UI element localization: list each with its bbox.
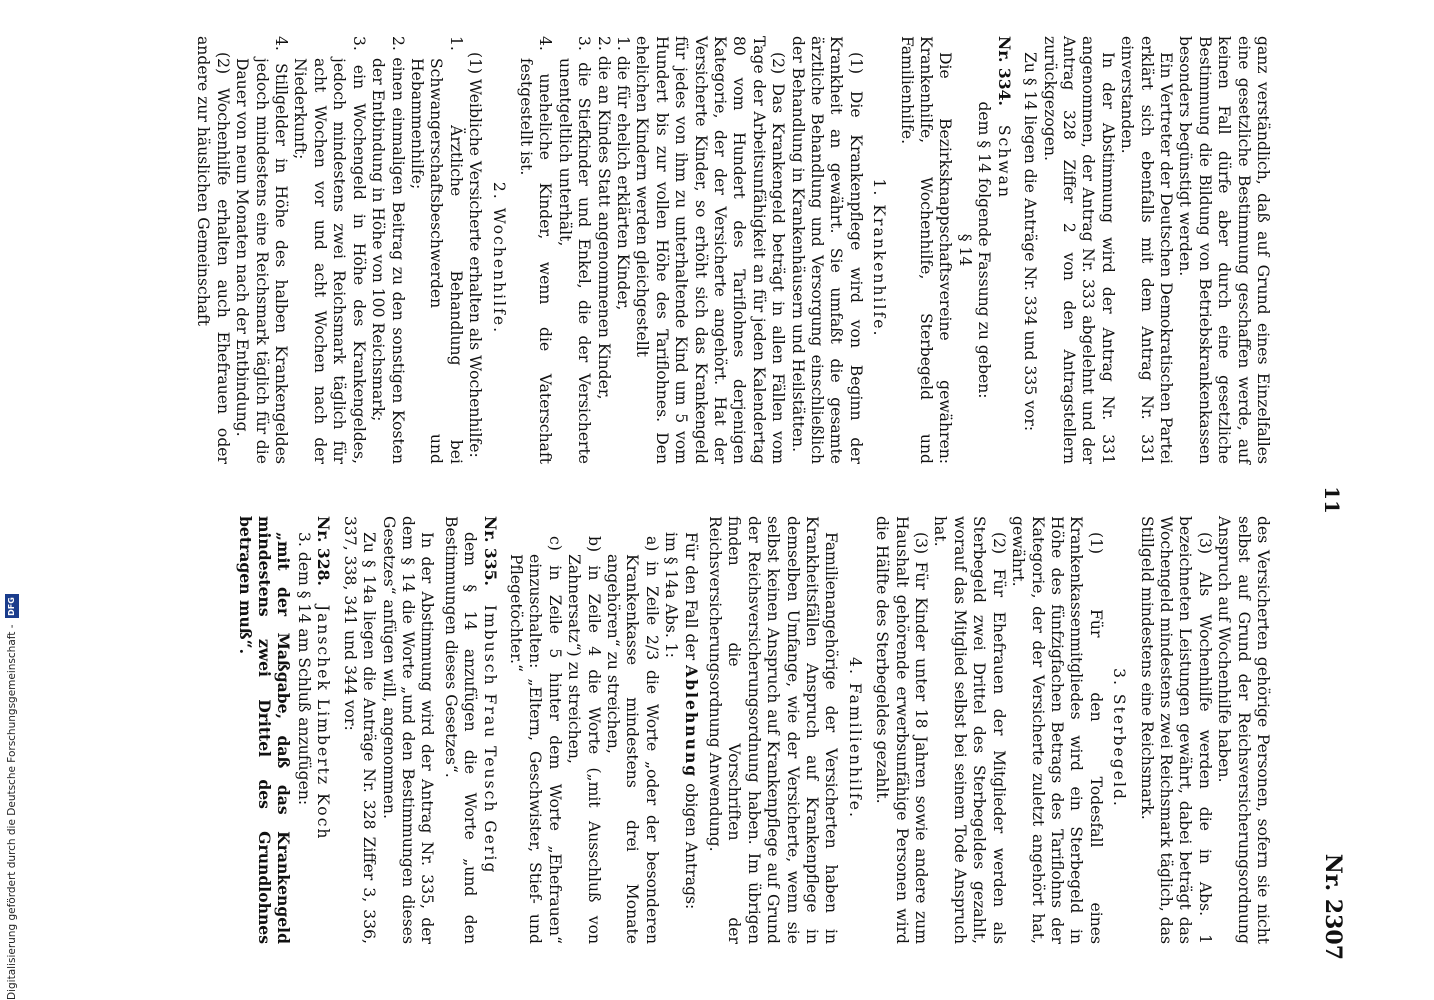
motion-number: Nr. 334.	[994, 36, 1014, 106]
paragraph: „mit der Maßgabe, daß das Krankengeld mindestens zwei Drittel des Grundlohnes betragen muß“.	[235, 516, 294, 944]
subheading: 4. Familienhilfe.	[845, 657, 864, 819]
paragraph: (1) Für den Todesfall eines Krankenkassenmitgliedes wird ein Sterbegeld in Höhe des fünfzigfachen Betrags des Tariflohns der Kategorie, der der Versicherte zuletzt angehört hat, gewährt.	[1009, 516, 1105, 944]
motion-intro: dem § 14 folgende Fassung zu geben:	[975, 101, 994, 399]
paragraph: Ein Vertreter der Deutschen Demokratischen Partei erklärt sich ebenfalls mit dem Antrag Nr. 331 einverstanden.	[1118, 36, 1175, 464]
motion-number: Nr. 335.	[480, 516, 500, 586]
dfg-logo-icon: DFG	[5, 594, 19, 618]
paragraph: ganz verständlich, daß auf Grund eines Einzelfalles eine gesetzliche Bestimmung geschaffen werde, auf keinen Fall dürfe aber durch eine gesetzliche Bestimmung die Bildung von Betriebskrankenkassen besonders begünstigt werden.	[1176, 36, 1272, 464]
list-item: 3. die Stiefkinder und Enkel, die der Versicherte unentgeltlich unterhält,	[555, 36, 594, 464]
list-item: 2. die an Kindes Statt angenommenen Kinder,	[594, 36, 613, 400]
motion-signatories: Imbusch Frau Teusch Gerig	[480, 604, 499, 875]
digitization-credit	[4, 0, 20, 1000]
paragraph: (3) Als Wochenhilfe werden die in Abs. 1 bezeichneten Leistungen gewährt, dabei beträgt das Wochengeld mindestens zwei Reichsmark täglich, das Stillgeld mindestens eine Reichsmark.	[1137, 516, 1214, 944]
list-item: 4. Stillgelder in Höhe des halben Krankengeldes jedoch mindestens eine Reichsmark täglich für die Dauer von neun Monaten nach der Entbindung.	[233, 36, 291, 464]
motion-334	[993, 36, 1013, 464]
text-fragment: obigen Antrags:	[681, 783, 700, 910]
list-item: b) in Zeile 4 die Worte („mit Ausschluß von Zahnersatz“) zu streichen,	[565, 536, 603, 944]
subheading: 3. Sterbegeld.	[1110, 668, 1129, 808]
paragraph: Familienangehörige der Versicherten haben in Krankheitsfällen Anspruch auf Krankenpflege in demselben Umfange, wie der Versicherte, wenn sie selbst keinen Anspruch auf Krankenpflege auf Grund der Reichsversicherungsordnung haben. Im übrigen finden die Vorschriften der Reichsversicherungsordnung Anwendung.	[706, 516, 841, 944]
paragraph	[680, 516, 700, 944]
motion-number: Nr. 328.	[314, 516, 334, 586]
motion-328	[313, 516, 333, 944]
list-item: a) in Zeile 2/3 die Worte „oder der besonderen Krankenkasse mindestens drei Monate angehören“ zu streichen,	[604, 536, 661, 944]
motion-signatories: Janschek Limbertz Koch	[314, 604, 333, 841]
paragraph: Die Bezirksknappschaftsvereine gewähren: Krankenhilfe, Wochenhilfe, Sterbegeld und Familienhilfe.	[897, 36, 955, 464]
subheading: 1. Krankenhilfe.	[870, 178, 889, 338]
paragraph: (3) Für Kinder unter 18 Jahren sowie andere zum Haushalt gehörende erwerbsunfähige Personen wird die Hälfte des Sterbegeldes gezahlt.	[873, 516, 931, 944]
credit-text: Digitalisierung gefördert durch die Deutsche Forschungsgemeinschaft -	[6, 624, 18, 1000]
text-fragment: Für den Fall der	[681, 532, 700, 661]
list-item: 1. die für ehelich erklärten Kinder,	[614, 36, 632, 311]
paragraph: des Versicherten gehörige Personen, sofern sie nicht selbst auf Grund der Reichsversicherungsordnung Anspruch auf Wochenhilfe haben.	[1215, 516, 1272, 944]
paragraph: (1) Die Krankenpflege wird von Beginn der Krankheit an gewährt. Sie umfaßt die gesamte ärztliche Behandlung und Versorgung einschließlich der Behandlung in Krankenhäusern und Heilstätten.	[788, 36, 865, 464]
section-title: § 14	[955, 233, 974, 267]
paragraph: dem § 14 anzufügen die Worte „und den Bestimmungen dieses Gesetzes“.	[441, 516, 480, 944]
list-item: 2. einen einmaligen Beitrag zu den sonstigen Kosten der Entbindung in Höhe von 100 Reichsmark;	[369, 36, 407, 464]
list-item: 1. Ärztliche Behandlung bei Schwangerschaftsbeschwerden und Hebammenhilfe;	[407, 36, 465, 464]
paragraph: (2) Für Ehefrauen der Mitglieder werden als Sterbegeld zwei Drittel des Sterbegeldes gezahlt, worauf das Mitglied selbst bei seinem Tode Anspruch hat.	[931, 516, 1008, 944]
right-column	[235, 516, 1272, 944]
paragraph: (2) Wochenhilfe erhalten auch Ehefrauen oder andere zur häuslichen Gemeinschaft	[194, 36, 232, 464]
paragraph: Zu § 14 liegen die Anträge Nr. 334 und 335 vor:	[1021, 52, 1040, 432]
document-number: Nr. 2307	[1320, 853, 1346, 960]
document-page	[22, 0, 1352, 1000]
left-column	[193, 36, 1272, 464]
paragraph: Zu § 14a liegen die Anträge Nr. 328 Ziffer 3, 336, 337, 338, 341 und 344 vor:	[340, 516, 379, 944]
list-item: c) in Zeile 5 hinter dem Worte „Ehefrauen“ einzuschalten: „Eltern, Geschwister, Stief- und Pflegetöchter.“	[506, 536, 564, 944]
paragraph: In der Abstimmung wird der Antrag Nr. 335, der dem § 14 die Worte „und den Bestimmungen dieses Gesetzes“ anfügen will, angenommen.	[379, 516, 437, 944]
paragraph: (1) Weibliche Versicherte erhalten als Wochenhilfe:	[466, 52, 485, 458]
paragraph: In der Abstimmung wird der Antrag Nr. 331 angenommen, der Antrag Nr. 333 abgelehnt und der Antrag 328 Ziffer 2 von den Antragstellern zurückgezogen.	[1040, 36, 1117, 464]
motion-signatories: Schwan	[994, 124, 1013, 199]
list-item: 4. uneheliche Kinder, wenn die Vaterschaft festgestellt ist.	[516, 36, 555, 464]
motion-335	[479, 516, 499, 944]
subheading: 2. Wochenhilfe.	[489, 181, 508, 335]
emphasis-text: Ablehnung	[681, 665, 701, 779]
paragraph: 3. dem § 14 am Schluß anzufügen:	[294, 532, 313, 806]
page-number: 11	[1320, 486, 1344, 514]
paragraph: im § 14a Abs. 1:	[662, 532, 681, 658]
paragraph: (2) Das Krankengeld beträgt in allen Fällen vom Tage der Arbeitsunfähigkeit an für jeden Kalendertag 80 vom Hundert des Tariflohnes derjenigen Kategorie, der der Versicherte angehört. Hat der Versicherte Kinder, so erhöht sich das Krankengeld für jedes von ihm zu unterhaltende Kind um 5 vom Hundert bis zur vollen Höhe des Tariflohnes. Den ehelichen Kindern werden gleichgestellt	[633, 36, 788, 464]
list-item: 3. ein Wochengeld in Höhe des Krankengeldes, jedoch mindestens zwei Reichsmark täglich für acht Wochen vor und acht Wochen nach der Niederkunft;	[291, 36, 368, 464]
